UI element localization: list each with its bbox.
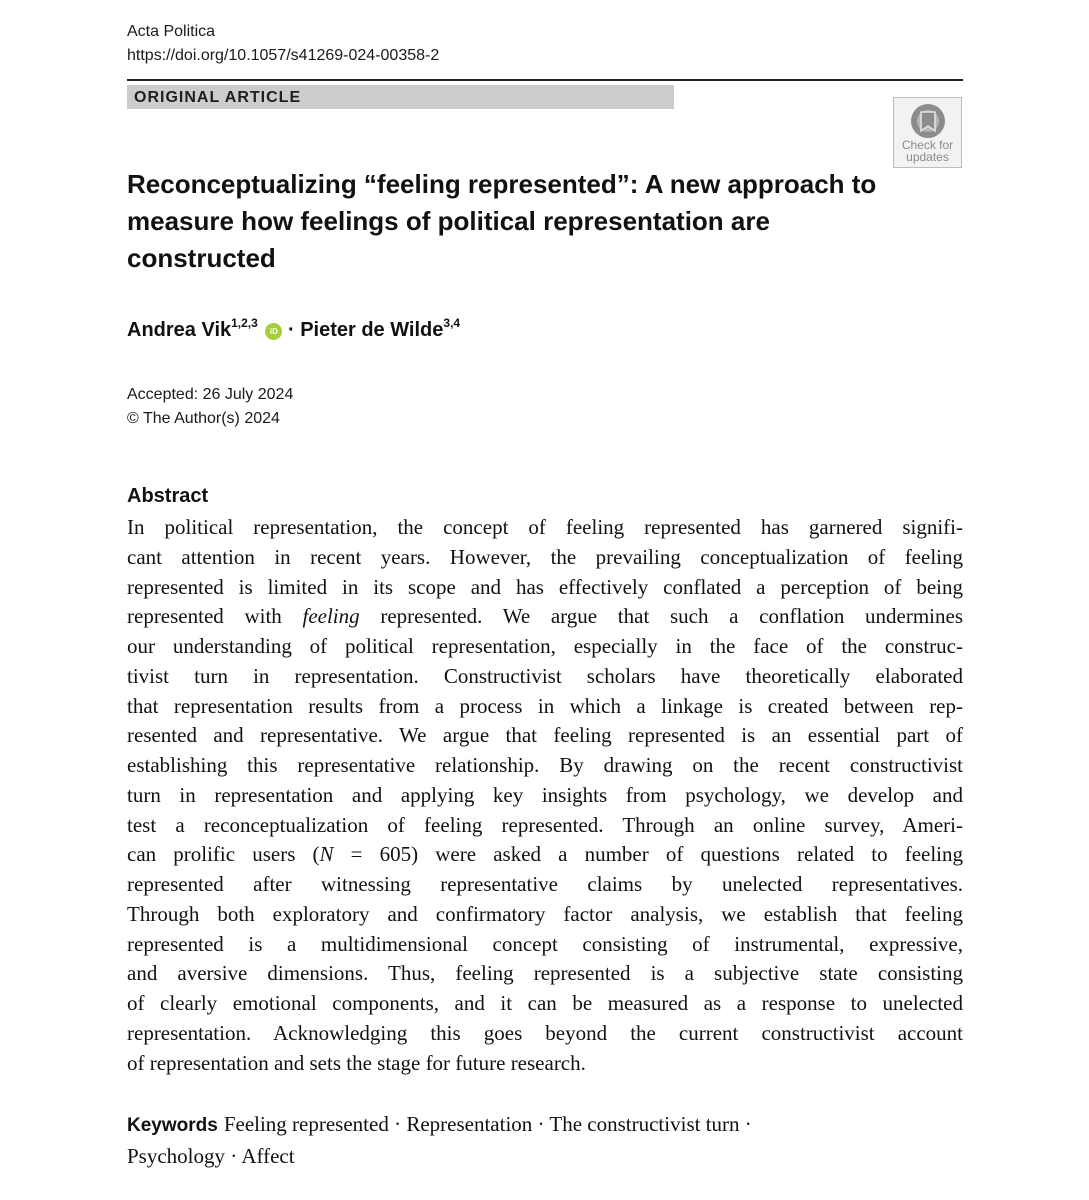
check-badge-line2: updates (906, 150, 949, 164)
abstract-line: represented after witnessing representative claims by unelected representatives. (127, 872, 963, 896)
abstract-italic-term: feeling (302, 604, 360, 629)
accepted-date: Accepted: 26 July 2024 (127, 386, 294, 403)
journal-name: Acta Politica (127, 23, 216, 40)
abstract-text-segment: can prolific users ( (127, 842, 320, 867)
abstract-line: tivist turn in representation. Constructivist scholars have theoretically elaborated (127, 663, 963, 688)
keywords-list: Feeling represented · Representation · The constructivist turn · (223, 1112, 752, 1136)
article-title: Reconceptualizing “feeling represented”: A new approach to measure how feelings of political representation are constructed (127, 169, 877, 273)
author-name[interactable]: Andrea Vik (127, 319, 232, 341)
keywords-section (127, 1109, 963, 1171)
abstract-line: our understanding of political representation, especially in the face of the construc- (127, 634, 963, 658)
check-for-updates-icon (910, 103, 946, 139)
abstract-line: test a reconceptualization of feeling represented. Through an online survey, Ameri- (127, 812, 963, 837)
abstract-line: turn in representation and applying key insights from psychology, we develop and (127, 782, 963, 807)
author-affiliations: 1,2,3 (231, 316, 258, 330)
abstract-line: represented is limited in its scope and has effectively conflated a perception of being (127, 574, 963, 599)
check-for-updates-badge[interactable] (893, 97, 962, 168)
abstract-line (127, 602, 963, 632)
header-divider (127, 79, 963, 81)
abstract-text-segment: represented with (127, 604, 303, 629)
abstract-line: representation. Acknowledging this goes beyond the current constructivist account (127, 1020, 963, 1045)
abstract-text (127, 513, 963, 1078)
orcid-icon[interactable]: iD (265, 323, 282, 340)
author-separator: · (287, 319, 295, 341)
abstract-text-segment: = 605) were asked a number of questions related to feeling (333, 842, 964, 867)
abstract-line: represented is a multidimensional concept consisting of instrumental, expressive, (127, 931, 963, 956)
abstract-text-segment: represented. We argue that such a conflation undermines (359, 604, 963, 629)
abstract-line: of clearly emotional components, and it can be measured as a response to unelected (127, 991, 963, 1015)
abstract-line (127, 840, 963, 870)
abstract-italic-term: N (319, 842, 334, 867)
copyright-notice: © The Author(s) 2024 (127, 410, 280, 427)
keywords-label: Keywords (127, 1115, 218, 1136)
abstract-line: establishing this representative relationship. By drawing on the recent constructivist (127, 753, 963, 777)
check-badge-line1: Check for (901, 138, 954, 152)
abstract-line: that representation results from a process in which a linkage is created between rep- (127, 693, 963, 718)
author-name[interactable]: Pieter de Wilde (300, 319, 444, 341)
doi-link[interactable]: https://doi.org/10.1057/s41269-024-00358-2 (127, 47, 440, 64)
abstract-line: and aversive dimensions. Thus, feeling represented is a subjective state consisting (127, 961, 963, 986)
abstract-line: of representation and sets the stage for future research. (127, 1050, 586, 1075)
author-list (127, 315, 460, 345)
keywords-line (127, 1109, 963, 1141)
author-affiliations: 3,4 (443, 316, 461, 330)
abstract-heading: Abstract (127, 485, 209, 507)
abstract-line: In political representation, the concept of feeling represented has garnered signifi- (127, 515, 963, 539)
abstract-line: resented and representative. We argue that feeling represented is an essential part of (127, 723, 963, 748)
abstract-line: cant attention in recent years. However, the prevailing conceptualization of feeling (127, 544, 963, 569)
abstract-line: Through both exploratory and confirmatory factor analysis, we establish that feeling (127, 901, 963, 926)
article-type-banner: ORIGINAL ARTICLE (127, 85, 674, 109)
keywords-line: Psychology · Affect (127, 1144, 295, 1168)
